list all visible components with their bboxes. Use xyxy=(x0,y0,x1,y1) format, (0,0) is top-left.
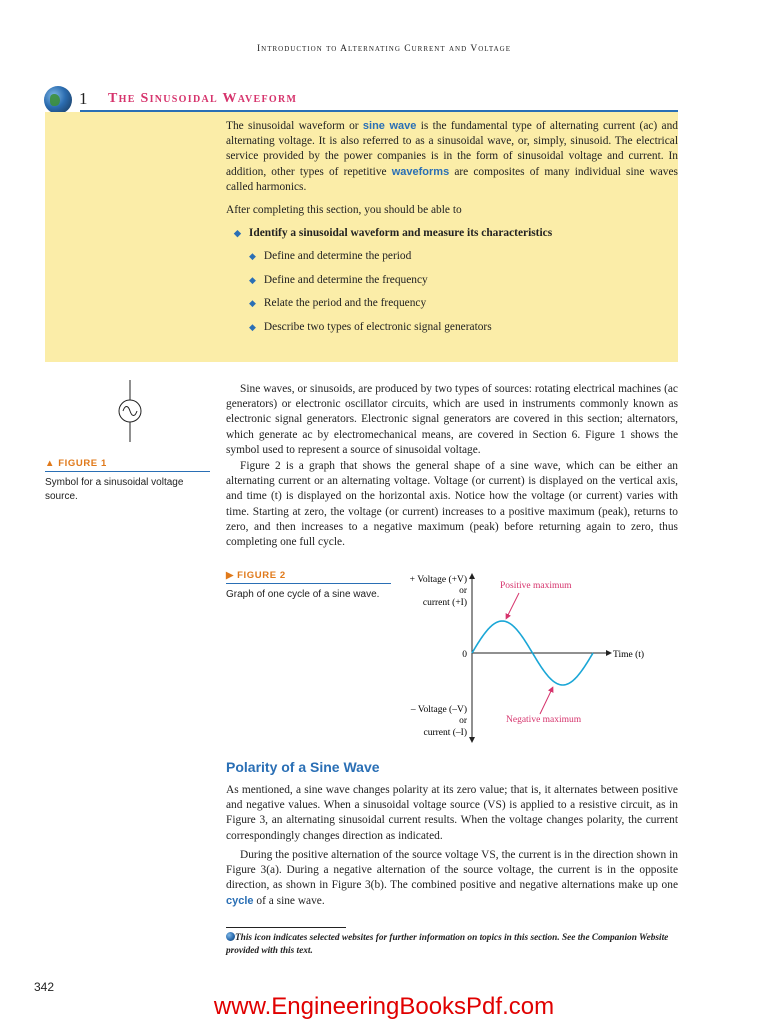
negative-max-pointer xyxy=(540,689,552,714)
website-link[interactable]: www.EngineeringBooksPdf.com xyxy=(213,993,555,1020)
globe-land-decoration xyxy=(50,94,60,106)
keyword-waveforms[interactable]: waveforms xyxy=(391,165,450,178)
section-title: The Sinusoidal Waveform xyxy=(108,91,298,106)
objective-main-text: Identify a sinusoidal waveform and measure its characteristics xyxy=(248,227,553,239)
page-number: 342 xyxy=(34,980,55,994)
figure1-label: ▲ FIGURE 1 xyxy=(45,458,107,469)
bullet-diamond-icon: ◆ xyxy=(249,275,256,285)
footnote-text: This icon indicates selected websites for further information on topics in this section. See the Companion Website provided with this text. xyxy=(226,933,669,956)
figure2-rule xyxy=(226,583,391,584)
zero-label: 0 xyxy=(462,650,467,660)
bullet-diamond-icon: ◆ xyxy=(249,251,256,261)
footnote xyxy=(226,932,678,957)
y-bottom-label-3: current (–I) xyxy=(423,728,467,738)
intro-text-b: is the fundamental type of alternating current (ac) and alternating voltage. It is also referred to as a sinusoidal wave, or, simply, sinusoid. The electrical service provided by the power companies is in the form of sinusoidal voltage and current. In addition, other types of repetitive xyxy=(226,120,678,178)
figure2-caption: Graph of one cycle of a sine wave. xyxy=(226,589,380,600)
positive-max-label: Positive maximum xyxy=(500,581,572,591)
objective-item xyxy=(249,297,426,309)
intro-text-c: are composites of many individual sine waves called harmonics. xyxy=(226,165,678,193)
keyword-sine-wave[interactable]: sine wave xyxy=(362,120,417,132)
objective-item xyxy=(249,250,411,262)
negative-max-label: Negative maximum xyxy=(506,715,582,725)
section-number: 1 xyxy=(79,89,88,108)
figure1-caption: Symbol for a sinusoidal voltage source. xyxy=(45,477,184,502)
intro-paragraph xyxy=(226,119,678,195)
body-paragraph-2: Figure 2 is a graph that shows the general shape of a sine wave, which can be either an alternating current or an alternating voltage. Voltage (or current) is displayed on the vertical axis, and time (t) is displayed on the horizontal axis. Notice how the voltage (or current) varies with time. Starting at zero, the voltage (or current) increases to a positive maximum (peak), returns to zero, and then increases to a negative maximum (peak) before returning again to zero, thus completing one full cycle. xyxy=(226,460,678,549)
intro-text-a: The sinusoidal waveform or xyxy=(226,120,359,132)
objective-text: Describe two types of electronic signal generators xyxy=(263,321,492,333)
objective-item xyxy=(249,274,428,286)
y-top-label-2: or xyxy=(459,586,467,596)
y-bottom-label-1: – Voltage (–V) xyxy=(410,705,467,715)
figure2-label: ▶ FIGURE 2 xyxy=(226,570,286,581)
globe-icon[interactable] xyxy=(226,932,235,941)
x-axis-label: Time (t) xyxy=(613,650,645,660)
positive-max-pointer xyxy=(507,593,519,617)
polarity-paragraph-2 xyxy=(226,848,678,909)
keyword-cycle[interactable]: cycle xyxy=(226,894,254,907)
y-top-label-1: + Voltage (+V) xyxy=(409,575,467,585)
polarity-text-a: During the positive alternation of the source voltage VS, the current is in the direction shown in Figure 3(a). During a negative alternation of the source voltage, the current is in the opposite direction, as shown in Figure 3(b). The combined positive and negative alternations make up one xyxy=(226,849,678,892)
objective-text: Define and determine the period xyxy=(263,250,412,262)
bullet-diamond-icon: ◆ xyxy=(249,298,256,308)
objective-text: Define and determine the frequency xyxy=(263,274,428,286)
polarity-text-b: of a sine wave. xyxy=(256,894,325,907)
running-head: Introduction to Alternating Current and Voltage xyxy=(256,44,512,54)
objective-text: Relate the period and the frequency xyxy=(263,297,427,309)
footnote-rule xyxy=(226,927,346,928)
objective-main xyxy=(234,227,552,239)
objective-item xyxy=(249,321,492,333)
bullet-diamond-icon: ◆ xyxy=(234,228,241,238)
figure1-rule xyxy=(45,471,210,472)
subsection-heading: Polarity of a Sine Wave xyxy=(226,759,380,775)
sine-wave-graph xyxy=(395,568,680,744)
bullet-diamond-icon: ◆ xyxy=(249,322,256,332)
y-bottom-label-2: or xyxy=(459,716,467,726)
sine-source-symbol xyxy=(112,380,152,444)
polarity-paragraph-1: As mentioned, a sine wave changes polarity at its zero value; that is, it alternates between positive and negative values. When a sinusoidal voltage source (VS) is applied to a resistive circuit, as in Figure 3, an alternating sinusoidal current results. When the voltage changes polarity, the current correspondingly changes direction as indicated. xyxy=(226,784,678,842)
y-top-label-3: current (+I) xyxy=(422,598,467,608)
objectives-lead: After completing this section, you should be able to xyxy=(226,204,462,216)
body-paragraph-1: Sine waves, or sinusoids, are produced by two types of sources: rotating electrical machines (ac generators) or electronic oscillator circuits, which are used in instruments commonly known as electronic signal generators. Electronic signal generators are covered in this section; alternators, which generate ac by electromechanical means, are covered in Section 6. Figure 1 shows the symbol used to represent a source of sinusoidal voltage. xyxy=(226,383,678,456)
